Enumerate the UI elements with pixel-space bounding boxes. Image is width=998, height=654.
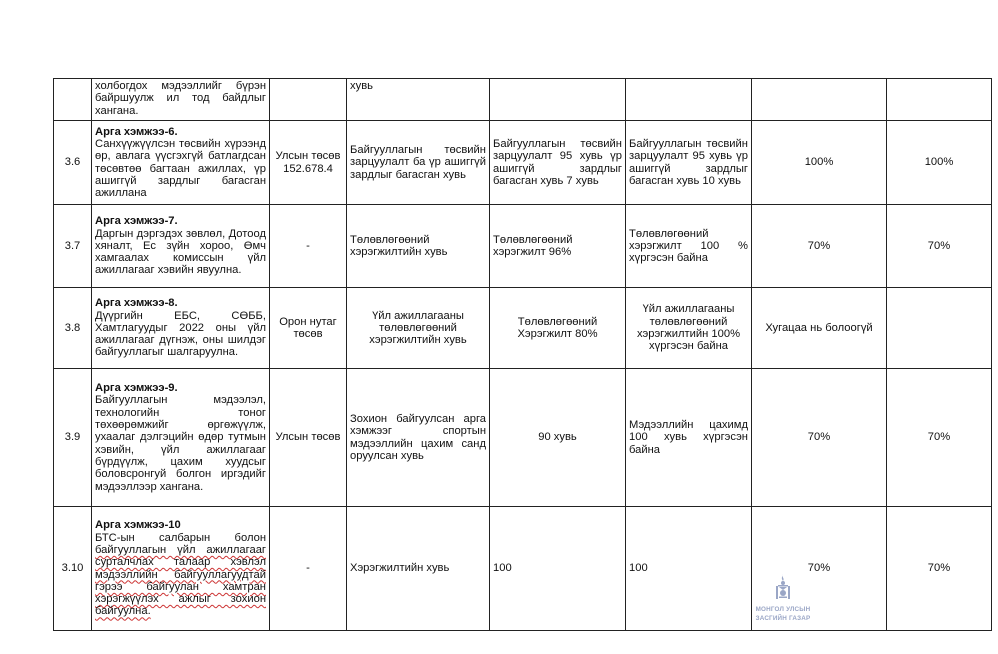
cell-target: Үйл ажиллагааны төлөвлөгөөний хэрэгжилтийн 100% хүргэсэн байна <box>626 288 752 369</box>
cell-assessment <box>887 288 992 369</box>
cell-source: - <box>270 507 347 631</box>
action-title: Арга хэмжээ-9. <box>95 382 178 395</box>
action-plan-table <box>53 78 992 631</box>
cell-source: Орон нутаг төсөв <box>270 288 347 369</box>
logo-line-2: ЗАСГИЙН ГАЗАР <box>755 615 811 622</box>
cell-indicator: Зохион байгуулсан арга хэмжээг спортын мэдээллийн цахим санд оруулсан хувь <box>347 369 490 507</box>
cell-source: Улсын төсөв <box>270 369 347 507</box>
cell-action <box>92 507 270 631</box>
cell-assessment: 100% <box>887 121 992 205</box>
cell-indicator: Хэрэгжилтийн хувь <box>347 507 490 631</box>
cell-baseline: 90 хувь <box>490 369 626 507</box>
cell-baseline: 100 <box>490 507 626 631</box>
cell-source: Улсын төсөв 152.678.4 <box>270 121 347 205</box>
row-number: 3.7 <box>54 205 92 288</box>
cell-assessment: 70% <box>887 507 992 631</box>
row-number: 3.9 <box>54 369 92 507</box>
cell-assessment: 70% <box>887 205 992 288</box>
action-body: Санхүүжүүлсэн төсвийн хүрээнд өр, авлага үүсгэхгүй батлагдсан төсөвтөө багтаан ажиллах, үр ашиггүй зардлыг багасган ажиллана <box>95 137 266 200</box>
cell-assessment <box>887 79 992 121</box>
cell-progress: Хугацаа нь болоогүй <box>752 288 887 369</box>
cell-progress: 70% <box>752 507 887 631</box>
cell-action: холбогдох мэдээллийг бүрэн байршуулж ил тод байдлыг хангана. <box>92 79 270 121</box>
cell-action <box>92 121 270 205</box>
cell-indicator: хувь <box>347 79 490 121</box>
table-row-continued <box>54 79 992 121</box>
action-title: Арга хэмжээ-8. <box>95 297 178 310</box>
action-body: БТС-ын салбарын болон <box>95 531 266 544</box>
table-row <box>54 507 992 631</box>
cell-num <box>54 79 92 121</box>
cell-indicator: Төлөвлөгөөний хэрэгжилтийн хувь <box>347 205 490 288</box>
cell-baseline <box>490 79 626 121</box>
cell-action <box>92 205 270 288</box>
row-number: 3.6 <box>54 121 92 205</box>
action-title: Арга хэмжээ-6. <box>95 125 178 138</box>
table-row <box>54 121 992 205</box>
cell-source: - <box>270 205 347 288</box>
cell-progress: 70% <box>752 369 887 507</box>
soyombo-emblem-icon <box>773 574 793 600</box>
action-title: Арга хэмжээ-7. <box>95 215 178 228</box>
cell-baseline: Төлөвлөгөөний Хэрэгжилт 80% <box>490 288 626 369</box>
action-body: Байгууллагын мэдээлэл, технологийн тоног төхөөрөмжийг өргөжүүлж, ухаалаг дэлгэцийн өдөр тутмын хэвийн, үйл ажиллагааг бүрдүүлж, цахим хуудсыг боловсронгуй болгон иргэдийг мэдээллээр хангана. <box>95 394 266 493</box>
cell-target: Төлөвлөгөөний хэрэгжилт 100 % хүргэсэн байна <box>626 205 752 288</box>
cell-target: Мэдээллийн цахимд 100 хувь хүргэсэн байна <box>626 369 752 507</box>
table-row <box>54 369 992 507</box>
cell-assessment: 70% <box>887 369 992 507</box>
action-body: Даргын дэргэдэх зөвлөл, Дотоод хяналт, Ес зүйн хороо, Өмч хамгаалах комиссын үйл ажиллагааг хэвийн явуулна. <box>95 227 266 277</box>
cell-source <box>270 79 347 121</box>
cell-progress: 70% <box>752 205 887 288</box>
cell-progress: 100% <box>752 121 887 205</box>
cell-target: 100 <box>626 507 752 631</box>
action-title: Арга хэмжээ-10 <box>95 519 181 532</box>
action-body-spellcheck: байгууллагын үйл ажиллагааг сурталчлах талаар хэвлэл мэдээллийн байгууллагуудтай гэрээ байгуулан хамтран хэрэгжүүлэх ажлыг зохион байгуулна. <box>95 543 266 618</box>
row-number: 3.10 <box>54 507 92 631</box>
government-logo <box>752 570 814 630</box>
cell-target: Байгууллагын төсвийн зарцуулалт 95 хувь үр ашиггүй зардлыг багасган хувь 10 хувь <box>626 121 752 205</box>
action-body: Дүүргийн ЕБС, СӨББ, Хамтлагуудыг 2022 оны үйл ажиллагааг дүгнэж, оны шилдэг байгууллагыг шалгаруулна. <box>95 309 266 359</box>
cell-baseline: Төлөвлөгөөний хэрэгжилт 96% <box>490 205 626 288</box>
cell-indicator: Байгууллагын төсвийн зарцуулалт ба үр ашиггүй зардлыг багасган хувь <box>347 121 490 205</box>
row-number: 3.8 <box>54 288 92 369</box>
cell-progress <box>752 79 887 121</box>
cell-baseline: Байгууллагын төсвийн зарцуулалт 95 хувь үр ашиггүй зардлыг багасган хувь 7 хувь <box>490 121 626 205</box>
cell-action <box>92 369 270 507</box>
cell-indicator: Үйл ажиллагааны төлөвлөгөөний хэрэгжилтийн хувь <box>347 288 490 369</box>
cell-action <box>92 288 270 369</box>
cell-target <box>626 79 752 121</box>
logo-line-1: МОНГОЛ УЛСЫН <box>755 606 811 613</box>
table-row <box>54 288 992 369</box>
table-row <box>54 205 992 288</box>
